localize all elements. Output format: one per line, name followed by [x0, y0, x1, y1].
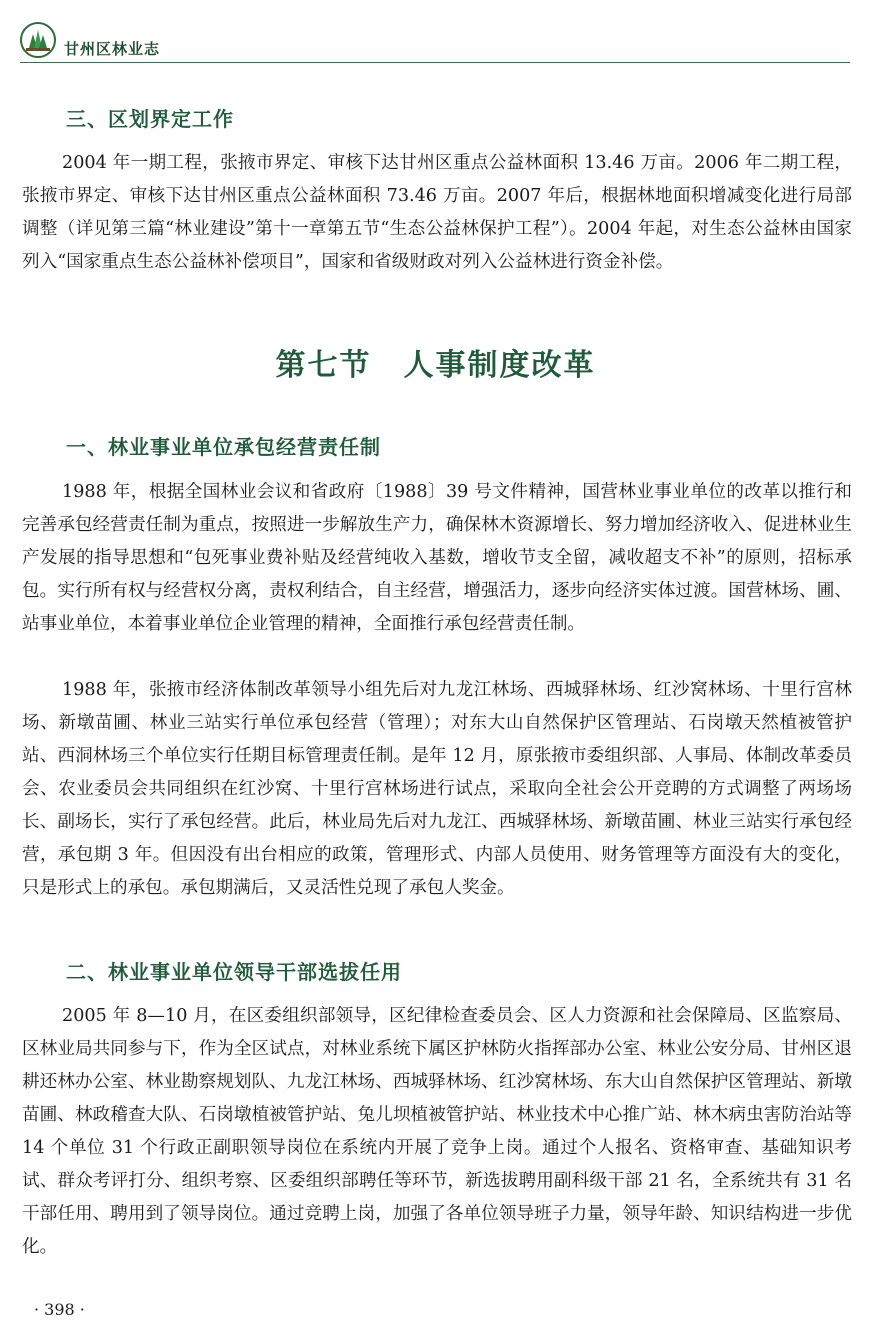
book-title: 甘州区林业志: [64, 40, 161, 58]
chapter-title: 第七节 人事制度改革: [275, 348, 596, 383]
section-heading-cadre-selection: 二、林业事业单位领导干部选拔任用: [66, 960, 402, 984]
paragraph: 2004 年一期工程，张掖市界定、审核下达甘州区重点公益林面积 13.46 万亩。2006 年二期工程，张掖市界定、审核下达甘州区重点公益林面积 73.46 万亩。2007 年后，根据林地面积增减变化进行局部调整（详见第三篇“林业建设”第十一章第五节“生态公益林保护工程”）。2004 年起，对生态公益林由国家列入“国家重点生态公益林补偿项目”，国家和省级财政对列入公益林进行资金补偿。: [22, 153, 852, 272]
paragraph: 2005 年 8—10 月，在区委组织部领导，区纪律检查委员会、区人力资源和社会保障局、区监察局、区林业局共同参与下，作为全区试点，对林业系统下属区护林防火指挥部办公室、林业公安分局、甘州区退耕还林办公室、林业勘察规划队、九龙江林场、西城驿林场、红沙窝林场、东大山自然保护区管理站、新墩苗圃、林政稽查大队、石岗墩植被管护站、兔儿坝植被管护站、林业技术中心推广站、林木病虫害防治站等 14 个单位 31 个行政正副职领导岗位在系统内开展了竞争上岗。通过个人报名、资格审查、基础知识考试、群众考评打分、组织考察、区委组织部聘任等环节，新选拔聘用副科级干部 21 名，全系统共有 31 名干部任用、聘用到了领导岗位。通过竞聘上岗，加强了各单位领导班子力量，领导年龄、知识结构进一步优化。: [22, 1006, 852, 1257]
page-header: [20, 22, 850, 63]
section-heading-contract-responsibility: 一、林业事业单位承包经营责任制: [66, 435, 381, 459]
paragraph: 1988 年，根据全国林业会议和省政府〔1988〕39 号文件精神，国营林业事业单位的改革以推行和完善承包经营责任制为重点，按照进一步解放生产力，确保林木资源增长、努力增加经济收入、促进林业生产发展的指导思想和“包死事业费补贴及经营纯收入基数，增收节支全留，减收超支不补”的原则，招标承包。实行所有权与经营权分离，责权利结合，自主经营，增强活力，逐步向经济实体过渡。国营林场、圃、站事业单位，本着事业单位企业管理的精神，全面推行承包经营责任制。: [22, 482, 852, 634]
page-number: · 398 ·: [34, 1300, 85, 1319]
forest-trees-logo-icon: [20, 22, 56, 58]
section-heading-zoning: 三、区划界定工作: [66, 107, 234, 131]
paragraph: 1988 年，张掖市经济体制改革领导小组先后对九龙江林场、西城驿林场、红沙窝林场、十里行宫林场、新墩苗圃、林业三站实行单位承包经营（管理）；对东大山自然保护区管理站、石岗墩天然植被管护站、西洞林场三个单位实行任期目标管理责任制。是年 12 月，原张掖市委组织部、人事局、体制改革委员会、农业委员会共同组织在红沙窝、十里行宫林场进行试点，采取向全社会公开竞聘的方式调整了两场场长、副场长，实行了承包经营。此后，林业局先后对九龙江、西城驿林场、新墩苗圃、林业三站实行承包经营，承包期 3 年。但因没有出台相应的政策，管理形式、内部人员使用、财务管理等方面没有大的变化，只是形式上的承包。承包期满后，又灵活性兑现了承包人奖金。: [22, 680, 852, 898]
